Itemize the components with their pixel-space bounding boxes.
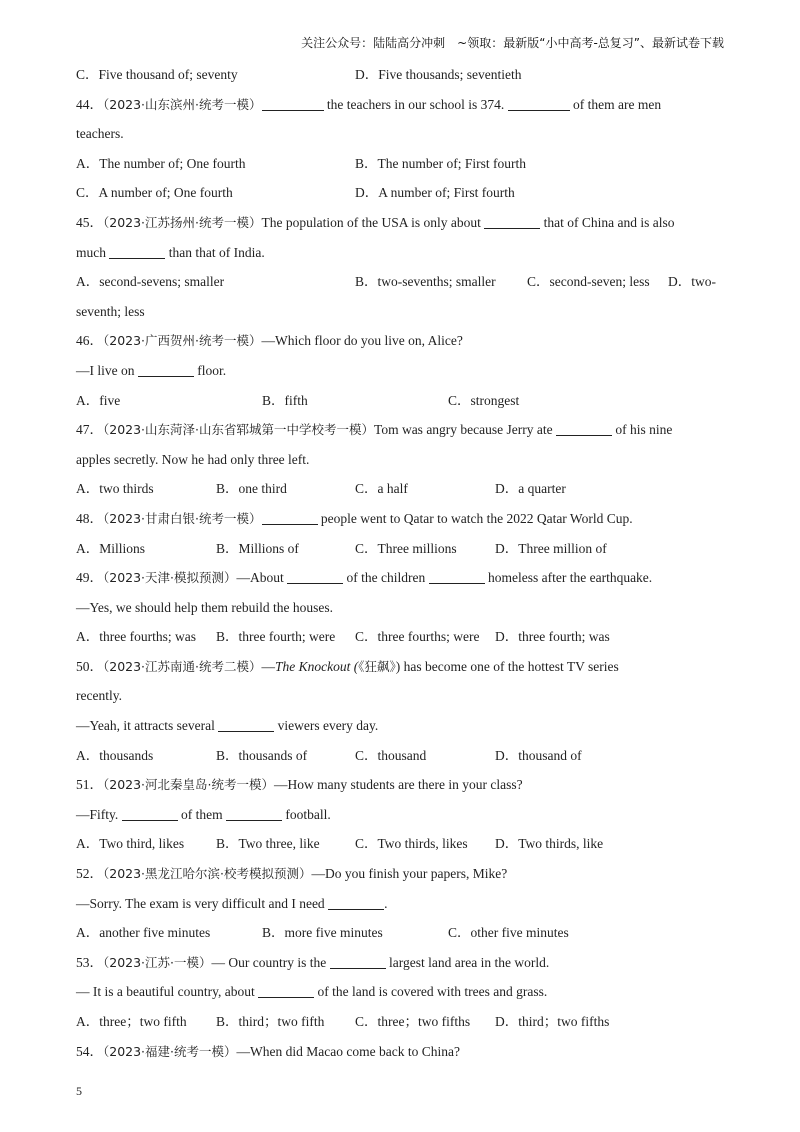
q50-option-b: B．thousands of xyxy=(216,747,308,763)
q48-stem: 48．（2023·甘肃白银·统考一模） people went to Qatar to watch the 2022 Qatar World Cup. xyxy=(76,510,633,526)
q44-option-d: D．A number of; First fourth xyxy=(355,185,515,201)
blank xyxy=(218,717,274,732)
q53-options xyxy=(76,1007,726,1037)
q44-options-row1 xyxy=(76,149,726,179)
q49-option-c: C．three fourths; were xyxy=(355,629,480,645)
q47-stem: 47．（2023·山东菏泽·山东省郓城第一中学校考一模）Tom was angry because Jerry ate of his nine xyxy=(76,422,673,438)
q51-option-d: D．Two thirds, like xyxy=(495,836,604,852)
q44-option-b: B．The number of; First fourth xyxy=(355,155,526,171)
q48-option-a: A．Millions xyxy=(76,540,146,556)
blank xyxy=(328,895,384,910)
q53-stem: 53．（2023·江苏·一模）— Our country is the largest land area in the world. xyxy=(76,954,550,970)
blank xyxy=(262,96,324,111)
q52-stem: 52．（2023·黑龙江哈尔滨·校考模拟预测）—Do you finish your papers, Mike? xyxy=(76,866,508,882)
q52-option-b: B．more five minutes xyxy=(262,925,383,941)
q54-stem: 54．（2023·福建·统考一模）—When did Macao come back to China? xyxy=(76,1043,460,1059)
q43-options xyxy=(76,60,726,90)
q50-options xyxy=(76,741,726,771)
q51-option-c: C．Two thirds, likes xyxy=(355,836,468,852)
q49-option-a: A．three fourths; was xyxy=(76,629,196,645)
q51-option-b: B．Two three, like xyxy=(216,836,320,852)
q52-option-c: C．other five minutes xyxy=(448,925,569,941)
q50-stem: 50．（2023·江苏南通·统考二模）—The Knockout (《狂飙》) has become one of the hottest TV series xyxy=(76,658,619,674)
q44-option-a: A．The number of; One fourth xyxy=(76,155,246,171)
q44-source: （2023·山东滨州·统考一模） xyxy=(103,96,262,112)
q53-option-b: B．third；two fifth xyxy=(216,1014,325,1029)
blank xyxy=(556,421,612,436)
q45-option-b: B．two-sevenths; smaller xyxy=(355,274,496,290)
q52-option-a: A．another five minutes xyxy=(76,925,211,941)
blank xyxy=(508,96,570,111)
q46-stem: 46．（2023·广西贺州·统考一模）—Which floor do you live on, Alice? xyxy=(76,333,463,349)
blank xyxy=(122,806,178,821)
blank xyxy=(287,569,343,584)
q47-option-c: C．a half xyxy=(355,481,408,497)
q48-options xyxy=(76,534,726,564)
q49-stem: 49．（2023·天津·模拟预测）—About of the children homeless after the earthquake. xyxy=(76,570,653,586)
q45-option-a: A．second-sevens; smaller xyxy=(76,274,225,290)
q43-option-d: D．Five thousands; seventieth xyxy=(355,67,522,82)
blank xyxy=(262,510,318,525)
q47-options xyxy=(76,474,726,504)
page-number: 5 xyxy=(76,1084,82,1098)
q47-option-b: B．one third xyxy=(216,481,287,497)
q46-option-b: B．fifth xyxy=(262,392,308,408)
q48-option-c: C．Three millions xyxy=(355,540,457,556)
q44-stem: 44．（2023·山东滨州·统考一模） the teachers in our school is 374. of them are men xyxy=(76,96,662,112)
blank xyxy=(226,806,282,821)
q50-option-c: C．thousand xyxy=(355,747,427,763)
q45-options xyxy=(76,267,726,297)
tv-series-title: The Knockout ( xyxy=(275,658,359,674)
q50-option-a: A．thousands xyxy=(76,747,154,763)
blank xyxy=(138,362,194,377)
question-list: C．Five thousand of; seventy D．Five thousands; seventieth 44．（2023·山东滨州·统考一模） the teachers in our school is 374. of them are men teachers. A．The number of; One fourth B．The number of; First fourth C．A number of; One fourth D．A number of; First fourth 45．（2023·江苏扬州·统考一模）The population of the USA is only about that of China and is also much than that of India. A．second-sevens; smaller B．two-sevenths; smaller C．second-seven; less D．two- seventh; less 46．（2023·广西贺州·统考一模）—Which floor do you live on, Alice? —I live on floor. A．five B．fifth C．strongest 47．（2023·山东菏泽·山东省郓城第一中学校考一模）Tom was angry because Jerry ate of his nine apples secretly. Now he had only three left. A．two thirds B．one third C．a half D．a quarter 48．（2023·甘肃白银·统考一模） people went to Qatar to watch the 2022 Qatar World Cup. A．Millions B．Millions of C．Three millions D．Three million of 49．（2023·天津·模拟预测）—About of the children homeless after the earthquake. —Yes, we should help them rebuild the houses. A．three fourths; was B．three fourth; were C．three fourths; were D．three fourth; was 50．（2023·江苏南通·统考二模）—The Knockout (《狂飙》) has become one of the hottest TV series recently. —Yeah, it attracts several viewers every day. A．thousands B．thousands of C．thousand D．thousand of 51．（2023·河北秦皇岛·统考一模）—How many students are there in your class? —Fifty. of them football. A．Two third, likes B．Two three, like C．Two thirds, likes D．Two thirds, like 52．（2023·黑龙江哈尔滨·校考模拟预测）—Do you finish your papers, Mike? —Sorry. The exam is very difficult and I need . A．another five minutes B．more five minutes C．other five minutes 53．（2023·江苏·一模）— Our country is the largest land area in the world. — It is a beautiful country, about of the land is covered with trees and grass. A．three；two fifth B．third；two fifth C．three；two fifths D．third；two fifths 54．（2023·福建·统考一模）—When did Macao come back to China? xyxy=(76,60,726,1066)
blank xyxy=(258,983,314,998)
q48-option-d: D．Three million of xyxy=(495,540,607,556)
q44-options-row2 xyxy=(76,178,726,208)
q53-option-d: D．third；two fifths xyxy=(495,1014,610,1029)
q46-option-a: A．five xyxy=(76,392,121,408)
q47-option-d: D．a quarter xyxy=(495,481,566,497)
page-header: 关注公众号：陆陆高分冲刺 ~领取：最新版“小中高考-总复习”、最新试卷下载 xyxy=(301,36,724,50)
blank xyxy=(109,244,165,259)
q49-option-b: B．three fourth; were xyxy=(216,629,336,645)
q52-options xyxy=(76,918,726,948)
q49-option-d: D．three fourth; was xyxy=(495,629,610,645)
q44-number: 44． xyxy=(76,96,103,112)
q48-option-b: B．Millions of xyxy=(216,540,299,556)
q45-option-d: D．two- xyxy=(668,274,716,290)
q45-option-c: C．second-seven; less xyxy=(527,274,650,290)
q53-option-c: C．three；two fifths xyxy=(355,1014,471,1029)
q45-stem: 45．（2023·江苏扬州·统考一模）The population of the USA is only about that of China and is also xyxy=(76,214,675,230)
q47-option-a: A．two thirds xyxy=(76,481,154,497)
q49-options xyxy=(76,622,726,652)
q51-option-a: A．Two third, likes xyxy=(76,836,185,852)
blank xyxy=(484,214,540,229)
q50-option-d: D．thousand of xyxy=(495,747,582,763)
q51-stem: 51．（2023·河北秦皇岛·统考一模）—How many students are there in your class? xyxy=(76,777,523,793)
q46-options xyxy=(76,386,726,416)
blank xyxy=(330,954,386,969)
q44-option-c: C．A number of; One fourth xyxy=(76,185,233,201)
q43-option-c: C．Five thousand of; seventy xyxy=(76,67,238,82)
q53-option-a: A．three；two fifth xyxy=(76,1014,187,1029)
q46-option-c: C．strongest xyxy=(448,392,520,408)
blank xyxy=(429,569,485,584)
q51-options xyxy=(76,829,726,859)
